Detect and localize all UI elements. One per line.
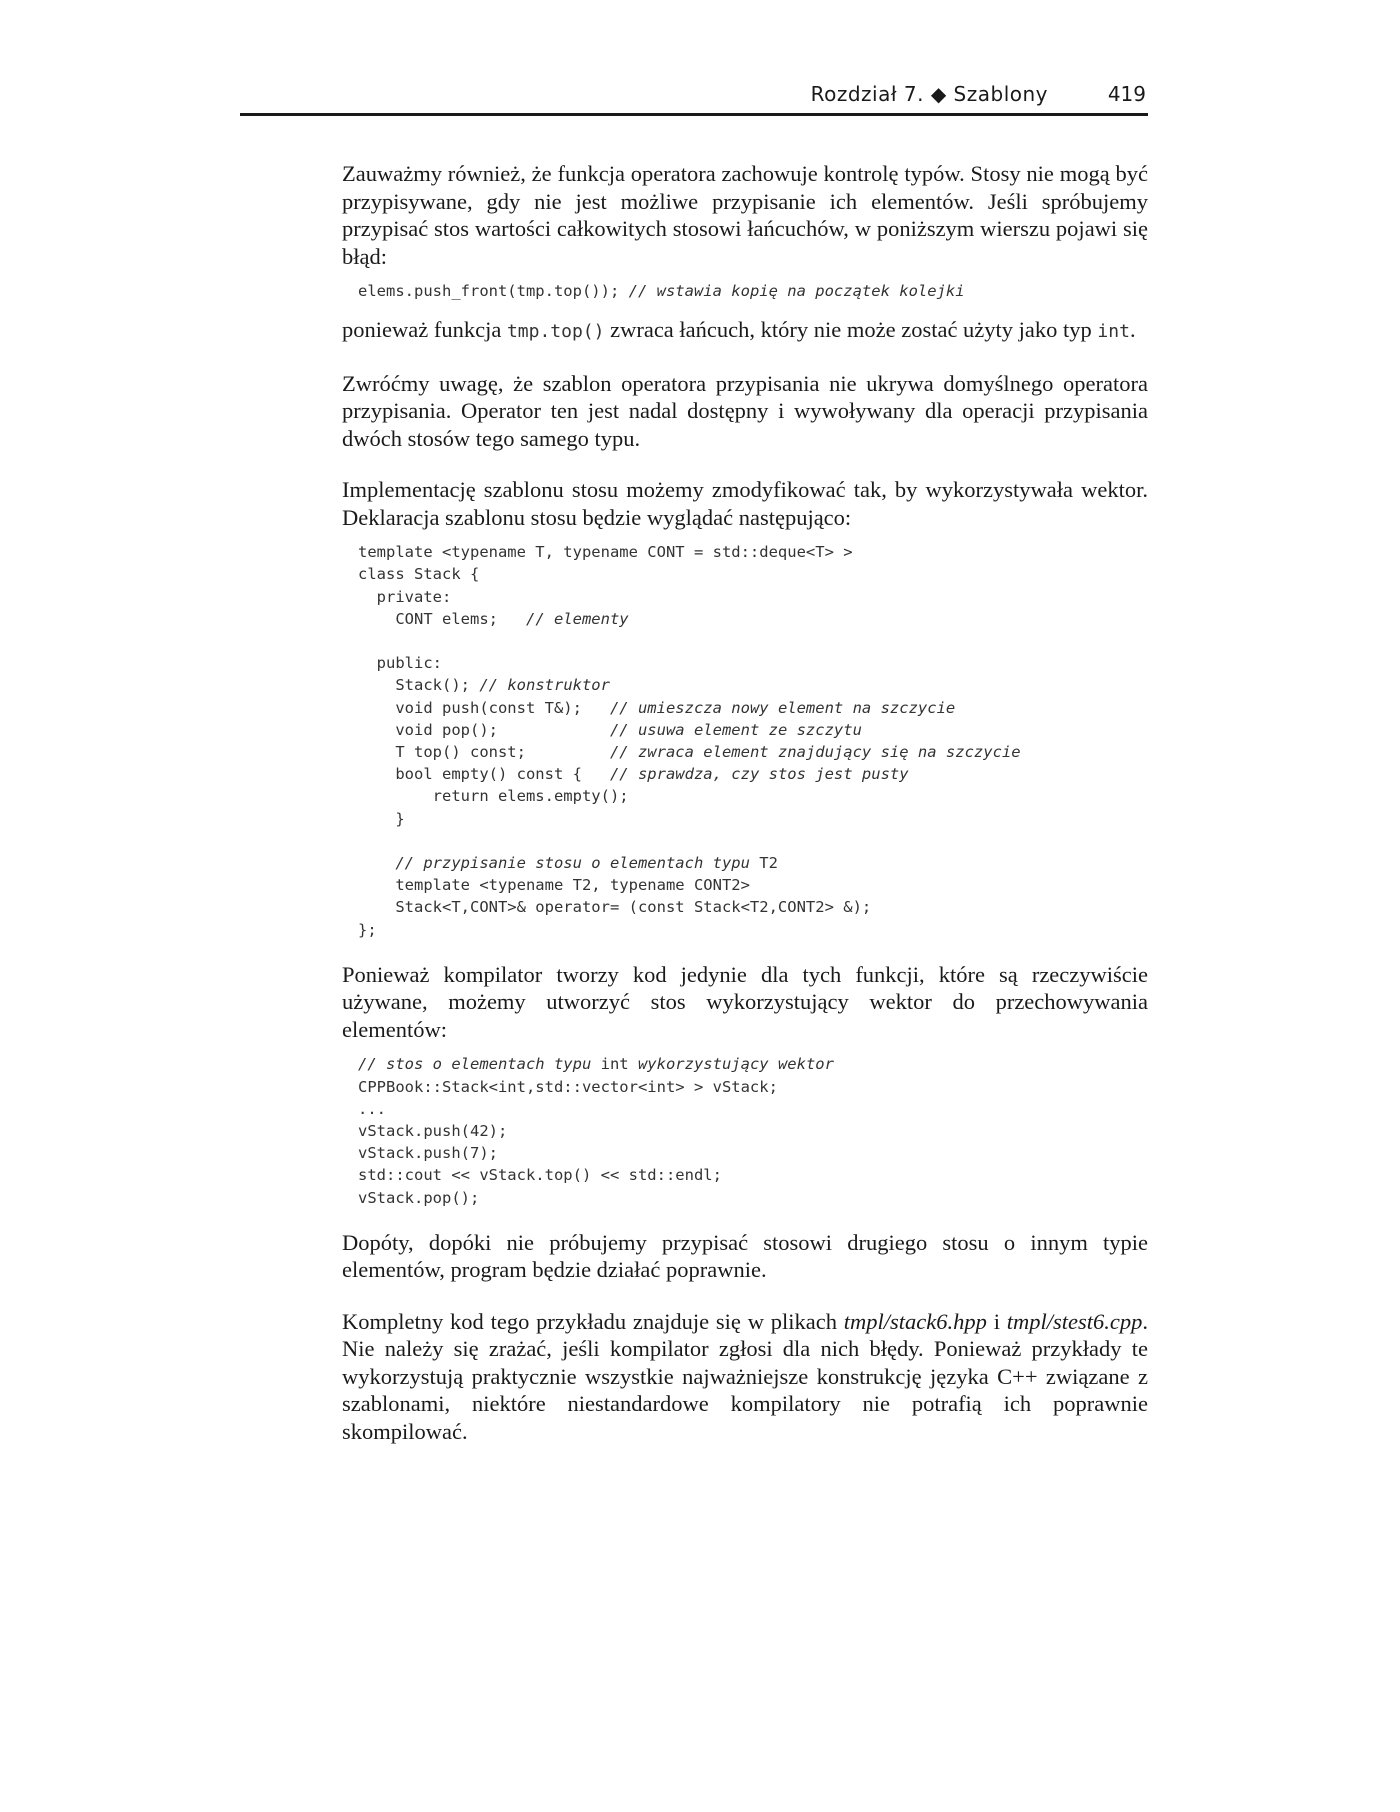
body-text [342,160,1148,1469]
paragraph-compiler-note: Ponieważ kompilator tworzy kod jedynie dla tych funkcji, które są rzeczywiście używane, możemy utworzyć stos wykorzystujący wektor do przechowywania elementów: [342,961,1148,1042]
code-line: vStack.push(7); [358,1144,498,1163]
code-line: int [600,1055,629,1074]
page-header [240,82,1148,116]
paragraph-default-operator: Zwróćmy uwagę, że szablon operatora przypisania nie ukrywa domyślnego operatora przypisania. Operator ten jest nadal dostępny i wywoływany dla operacji przypisania dwóch stosów tego samego typu. [342,370,1148,451]
code-comment: // umieszcza nowy element na szczycie [609,698,956,717]
code-line: class Stack { [358,565,480,584]
code-comment: // usuwa element ze szczytu [609,720,862,739]
code-statement: elems.push_front(tmp.top()); [358,282,629,300]
code-comment: // zwraca element znajdujący się na szczycie [609,743,1021,762]
code-block-stack-declaration [342,541,1148,941]
file-name-hpp: tmpl/stack6.hpp [843,1308,987,1334]
code-line: Stack(); [358,676,480,695]
code-line: void pop(); [358,720,610,739]
code-comment: wykorzystujący wektor [628,1055,834,1074]
code-line: Stack<T,CONT>& operator= (const Stack<T2,CONT2> &); [358,898,872,917]
code-comment: // sprawdza, czy stos jest pusty [609,765,909,784]
code-line: bool empty() const { [358,765,610,784]
code-line: return elems.empty(); [358,787,629,806]
code-block-push-front [342,280,1148,302]
code-line: }; [358,920,377,939]
running-title: Rozdział 7. ◆ Szablony [810,82,1048,106]
code-line: void push(const T&); [358,698,610,717]
code-comment: // stos o elementach typu [358,1055,601,1074]
text-segment: . [1129,317,1136,343]
code-block-vector-stack [342,1053,1148,1208]
code-line: ... [358,1099,386,1118]
page-number: 419 [1107,82,1146,106]
paragraph-type-control: Zauważmy również, że funkcja operatora zachowuje kontrolę typów. Stosy nie mogą być przypisywane, gdy nie jest możliwe przypisanie ich elementów. Jeśli spróbujemy przypisać stos wartości całkowitych stosowi łańcuchów, w poniższym wierszu pojawi się błąd: [342,161,1148,269]
code-line: public: [358,654,442,673]
code-line: CONT elems; [358,609,526,628]
code-comment: // przypisanie stosu o elementach typu [358,854,760,873]
code-line: T top() const; [358,743,610,762]
code-line: template <typename T, typename CONT = std::deque<T> > [358,543,853,562]
text-segment: Kompletny kod tego przykładu znajduje się w plikach [342,1308,844,1334]
paragraph-full-example [342,1308,1148,1446]
code-comment: // wstawia kopię na początek kolejki [628,282,965,300]
paragraph-works-correctly: Dopóty, dopóki nie próbujemy przypisać stosowi drugiego stosu o innym typie elementów, program będzie działać poprawnie. [342,1229,1148,1283]
inline-code-tmp-top: tmp.top() [506,321,605,343]
text-segment: ponieważ funkcja [342,317,507,343]
code-line: std::cout << vStack.top() << std::endl; [358,1166,722,1185]
code-line: T2 [759,854,778,873]
text-segment: i [986,1308,1007,1334]
code-line: vStack.push(42); [358,1121,508,1140]
header-rule [240,113,1148,116]
paragraph-return-type [342,316,1148,346]
code-line: private: [358,587,452,606]
code-line: } [358,809,405,828]
code-comment: // konstruktor [479,676,610,695]
text-segment: . Nie należy się zrażać, jeśli kompilator zgłosi dla nich błędy. Ponieważ przykłady te wykorzystują praktycznie wszystkie najważniejsze konstrukcję języka C++ związane z szablonami, niektóre niestandardowe kompilatory nie potrafią ich poprawnie skompilować. [342,1308,1148,1444]
code-line: CPPBook::Stack<int,std::vector<int> > vStack; [358,1077,778,1096]
code-line: vStack.pop(); [358,1188,480,1207]
code-line: template <typename T2, typename CONT2> [358,876,750,895]
paragraph-vector-implementation: Implementację szablonu stosu możemy zmodyfikować tak, by wykorzystywała wektor. Deklaracja szablonu stosu będzie wyglądać następująco: [342,477,1148,530]
code-comment: // elementy [525,609,629,628]
inline-code-int: int [1097,321,1130,343]
text-segment: zwraca łańcuch, który nie może zostać użyty jako typ [604,317,1098,343]
file-name-cpp: tmpl/stest6.cpp [1006,1308,1143,1334]
